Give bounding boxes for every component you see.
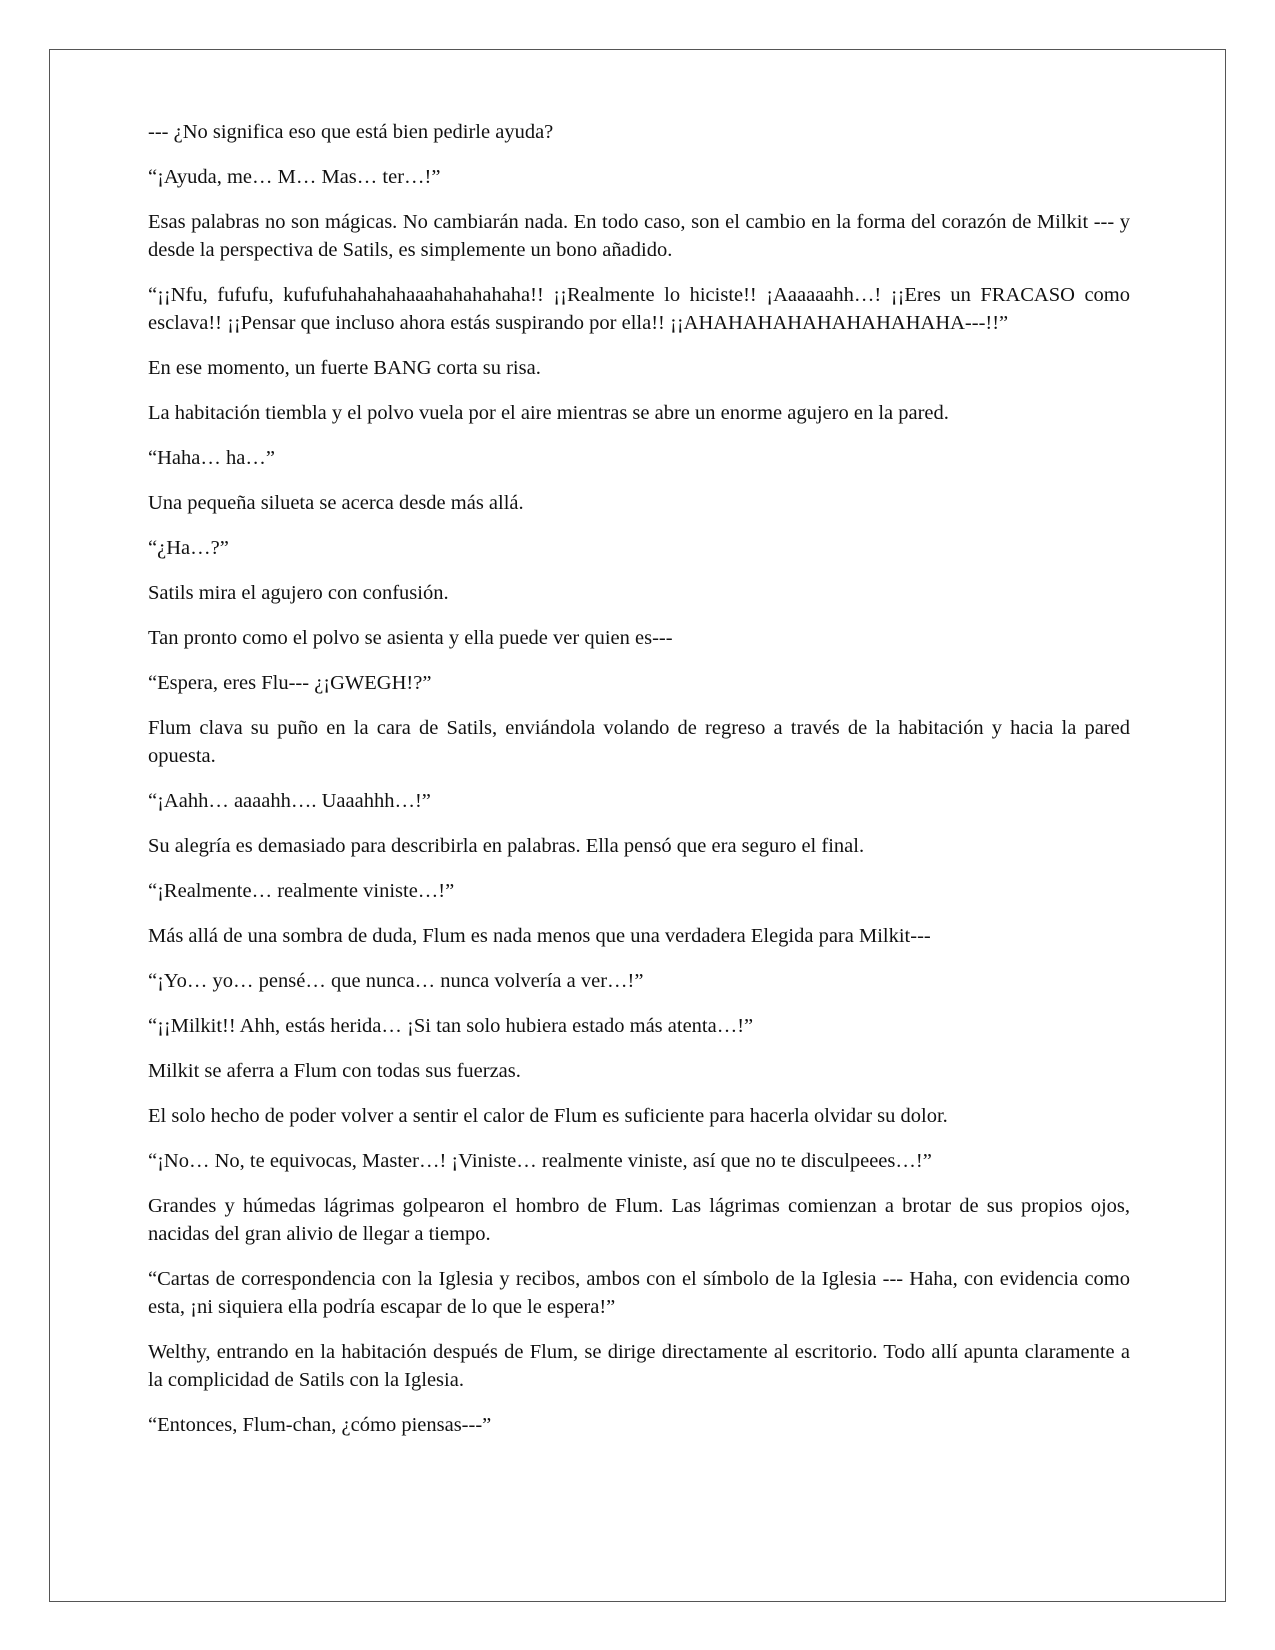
paragraph: Satils mira el agujero con confusión. — [148, 582, 449, 604]
paragraph: Flum clava su puño en la cara de Satils, enviándola volando de regreso a través de la habitación y hacia la pared opuesta. — [148, 717, 1130, 767]
paragraph: Welthy, entrando en la habitación después de Flum, se dirige directamente al escritorio. Todo allí apunta claramente a la complicidad de Satils con la Iglesia. — [148, 1341, 1130, 1391]
paragraph: --- ¿No significa eso que está bien pedirle ayuda? — [148, 121, 554, 143]
paragraph: “¡Yo… yo… pensé… que nunca… nunca volvería a ver…!” — [148, 970, 644, 992]
paragraph: “Espera, eres Flu--- ¿¡GWEGH!?” — [148, 672, 432, 694]
paragraph: “Haha… ha…” — [148, 447, 275, 469]
paragraph: La habitación tiembla y el polvo vuela por el aire mientras se abre un enorme agujero en la pared. — [148, 402, 949, 424]
paragraph: El solo hecho de poder volver a sentir el calor de Flum es suficiente para hacerla olvidar su dolor. — [148, 1105, 948, 1127]
paragraph: Grandes y húmedas lágrimas golpearon el hombro de Flum. Las lágrimas comienzan a brotar de sus propios ojos, nacidas del gran alivio de llegar a tiempo. — [148, 1195, 1130, 1245]
paragraph: Esas palabras no son mágicas. No cambiarán nada. En todo caso, son el cambio en la forma del corazón de Milkit --- y desde la perspectiva de Satils, es simplemente un bono añadido. — [148, 211, 1130, 261]
paragraph: “¡Realmente… realmente viniste…!” — [148, 880, 455, 902]
paragraph: Su alegría es demasiado para describirla en palabras. Ella pensó que era seguro el final. — [148, 835, 865, 857]
paragraph: Milkit se aferra a Flum con todas sus fuerzas. — [148, 1060, 521, 1082]
paragraph: Más allá de una sombra de duda, Flum es nada menos que una verdadera Elegida para Milkit--- — [148, 925, 931, 947]
document-body — [148, 118, 1130, 1456]
paragraph: Tan pronto como el polvo se asienta y ella puede ver quien es--- — [148, 627, 673, 649]
paragraph: Una pequeña silueta se acerca desde más allá. — [148, 492, 524, 514]
paragraph: “¿Ha…?” — [148, 537, 229, 559]
paragraph: “¡Ayuda, me… M… Mas… ter…!” — [148, 166, 441, 188]
paragraph: En ese momento, un fuerte BANG corta su risa. — [148, 357, 541, 379]
paragraph: “¡¡Nfu, fufufu, kufufuhahahahaaahahahahaha!! ¡¡Realmente lo hiciste!! ¡Aaaaaahh…! ¡¡Eres un FRACASO como esclava!! ¡¡Pensar que incluso ahora estás suspirando por ella!! ¡¡AHAHAHAHAHAHAHAHAHA---!!” — [148, 284, 1130, 334]
paragraph: “¡Aahh… aaaahh…. Uaaahhh…!” — [148, 790, 431, 812]
paragraph: “Entonces, Flum-chan, ¿cómo piensas---” — [148, 1414, 492, 1436]
paragraph: “¡No… No, te equivocas, Master…! ¡Viniste… realmente viniste, así que no te disculpeees…!” — [148, 1150, 932, 1172]
paragraph: “Cartas de correspondencia con la Iglesia y recibos, ambos con el símbolo de la Iglesia --- Haha, con evidencia como esta, ¡ni siquiera ella podría escapar de lo que le espera!” — [148, 1268, 1130, 1318]
paragraph: “¡¡Milkit!! Ahh, estás herida… ¡Si tan solo hubiera estado más atenta…!” — [148, 1015, 754, 1037]
